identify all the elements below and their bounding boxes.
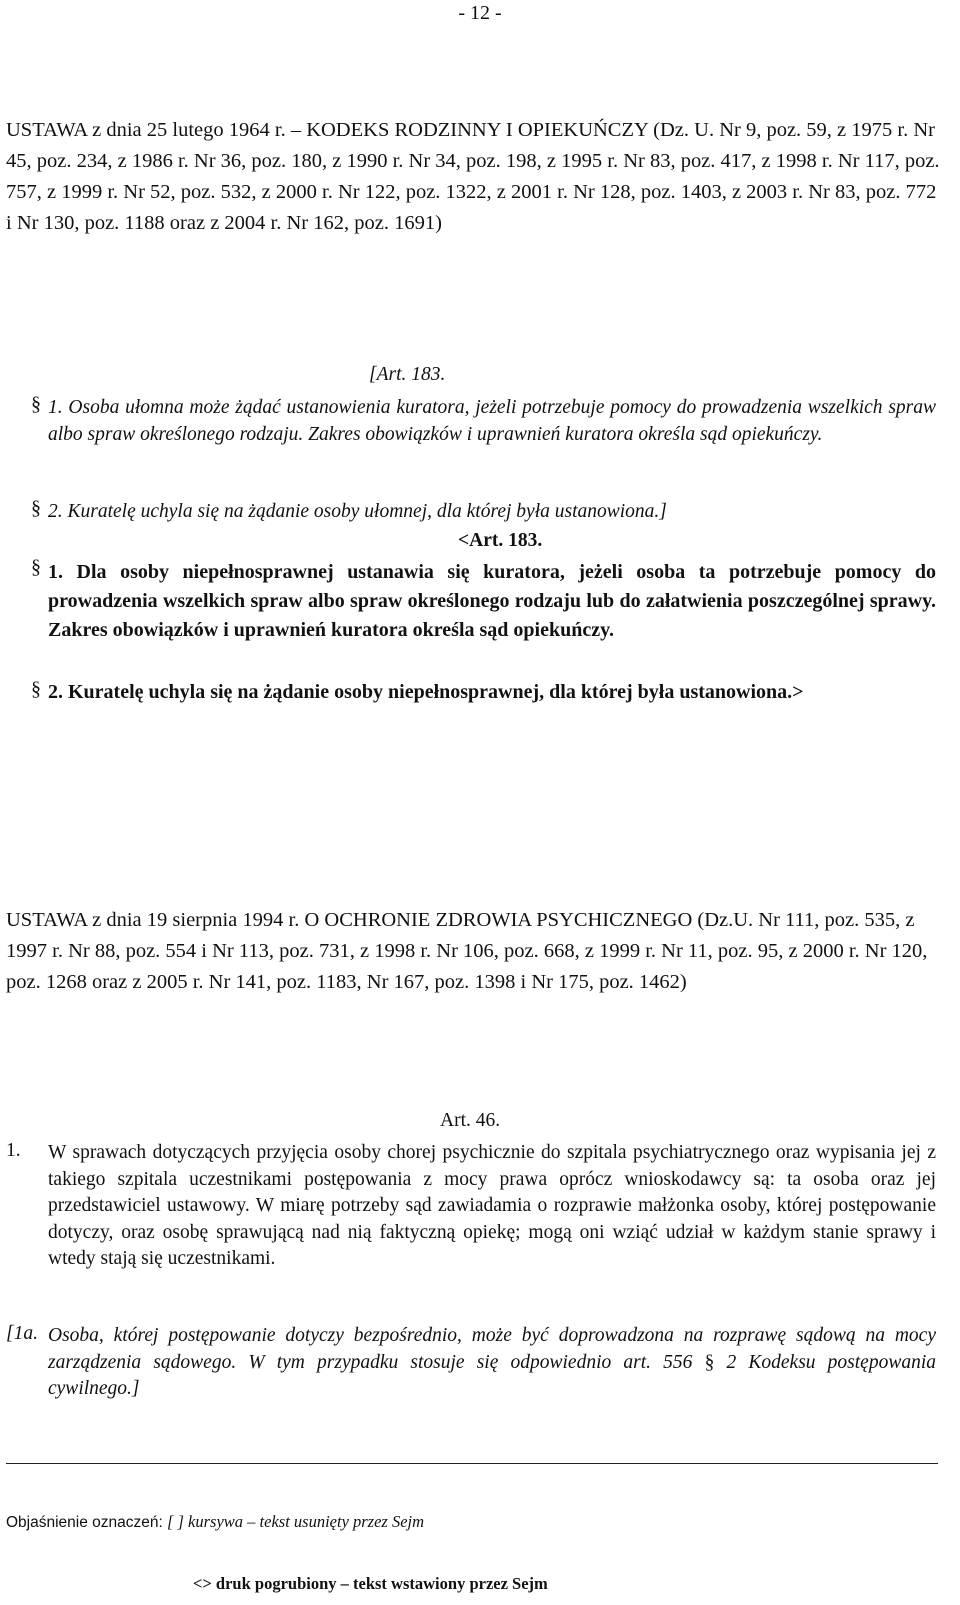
legend-label: Objaśnienie oznaczeń: bbox=[6, 1514, 163, 1531]
article-46-paragraph-1: W sprawach dotyczących przyjęcia osoby chorej psychicznie do szpitala psychiatrycznego oraz wypisania jej z takiego szpitala uczestnikami postępowania z mocy prawa oprócz wnioskodawcy są: ta osoba oraz jej przedstawiciel ustawowy. W miarę potrzeby sąd zawiadamia o rozprawie małżonka osoby, której postępowanie dotyczy, oraz osobę sprawującą nad nią faktyczną opiekę; mogą oni wziąć udział w każdym stanie sprawy i wtedy stają się uczestnikami. bbox=[48, 1142, 936, 1269]
old-paragraph-2 bbox=[48, 499, 936, 526]
old-article-title: [Art. 183. bbox=[369, 364, 446, 385]
section-symbol: § bbox=[31, 393, 41, 415]
legend-bold-note: <> druk pogrubiony – tekst wstawiony przez Sejm bbox=[193, 1574, 548, 1593]
page-number: - 12 - bbox=[458, 2, 502, 24]
article-46-paragraph-1a bbox=[48, 1323, 936, 1403]
paragraph-text: Dla osoby niepełnosprawnej ustanawia się kuratora, jeżeli osoba ta potrzebuje pomocy do prowadzenia wszelkich spraw albo spraw określonego rodzaju lub do załatwienia poszczególnej sprawy. Zakres obowiązków i uprawnień kuratora określa sąd opiekuńczy. bbox=[48, 561, 937, 641]
paragraph-number: 1. bbox=[6, 1140, 21, 1161]
paragraph-text: Kuratelę uchyla się na żądanie osoby ułomnej, dla której była ustanowiona.] bbox=[67, 501, 667, 522]
old-paragraph-1 bbox=[48, 395, 936, 448]
new-article-title: <Art. 183. bbox=[458, 530, 543, 551]
paragraph-text: Osoba ułomna może żądać ustanowienia kuratora, jeżeli potrzebuje pomocy do prowadzenia wszelkich spraw albo spraw określonego rodzaju. Zakres obowiązków i uprawnień kuratora określa sąd opiekuńczy. bbox=[48, 397, 937, 445]
paragraph-number: 2. bbox=[48, 501, 63, 522]
paragraph-text-end: 2 Kodeksu postępowania cywilnego.] bbox=[48, 1351, 937, 1399]
new-paragraph-1 bbox=[48, 558, 936, 645]
paragraph-number: 1. bbox=[48, 561, 63, 583]
article-46-title: Art. 46. bbox=[440, 1110, 501, 1131]
section-symbol: § bbox=[704, 1351, 715, 1373]
paragraph-number: 1. bbox=[48, 397, 63, 418]
paragraph-number: [1a. bbox=[6, 1323, 38, 1344]
section-symbol: § bbox=[31, 497, 41, 519]
section-symbol: § bbox=[31, 678, 41, 700]
act-header-kodeks-rodzinny: USTAWA z dnia 25 lutego 1964 r. – KODEKS RODZINNY I OPIEKUŃCZY (Dz. U. Nr 9, poz. 59, z 1975 r. Nr 45, poz. 234, z 1986 r. Nr 36, poz. 180, z 1990 r. Nr 34, poz. 198, z 1995 r. Nr 83, poz. 417, z 1998 r. Nr 117, poz. 757, z 1999 r. Nr 52, poz. 532, z 2000 r. Nr 122, poz. 1322, z 2001 r. Nr 128, poz. 1403, z 2003 r. Nr 83, poz. 772 i Nr 130, poz. 1188 oraz z 2004 r. Nr 162, poz. 1691) bbox=[6, 119, 940, 234]
legend-italic-line bbox=[6, 1512, 424, 1532]
section-symbol: § bbox=[31, 556, 41, 578]
footer-divider bbox=[6, 1463, 938, 1464]
legend-italic-note: [ ] kursywa – tekst usunięty przez Sejm bbox=[166, 1512, 425, 1531]
act-header-ochrona-zdrowia: USTAWA z dnia 19 sierpnia 1994 r. O OCHRONIE ZDROWIA PSYCHICZNEGO (Dz.U. Nr 111, poz. 535, z 1997 r. Nr 88, poz. 554 i Nr 113, poz. 731, z 1998 r. Nr 106, poz. 668, z 1999 r. Nr 11, poz. 95, z 2000 r. Nr 120, poz. 1268 oraz z 2005 r. Nr 141, poz. 1183, Nr 167, poz. 1398 i Nr 175, poz. 1462) bbox=[6, 909, 928, 993]
paragraph-text: Osoba, której postępowanie dotyczy bezpośrednio, może być doprowadzona na rozprawę sądową na mocy zarządzenia sądowego. W tym przypadku stosuje się odpowiednio art. 556 bbox=[48, 1325, 936, 1373]
new-paragraph-2 bbox=[48, 678, 936, 707]
paragraph-number: 2. bbox=[48, 681, 63, 703]
paragraph-text: Kuratelę uchyla się na żądanie osoby niepełnosprawnej, dla której była ustanowiona.> bbox=[68, 681, 804, 703]
